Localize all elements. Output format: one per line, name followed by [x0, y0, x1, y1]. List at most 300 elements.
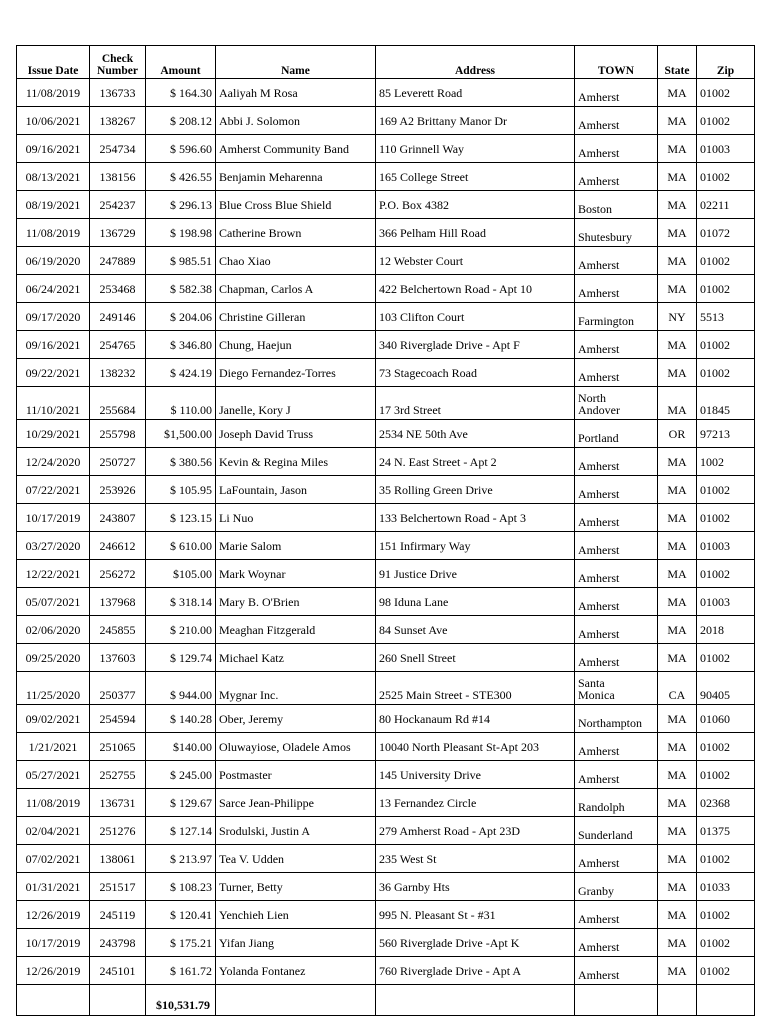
- amount-cell: $ 245.00: [146, 761, 216, 789]
- address-cell: 85 Leverett Road: [376, 79, 575, 107]
- issue-date-cell: 02/04/2021: [17, 817, 90, 845]
- state-cell: MA: [658, 79, 697, 107]
- header-zip: Zip: [697, 46, 755, 79]
- zip-cell: 02211: [697, 191, 755, 219]
- zip-cell: 01002: [697, 247, 755, 275]
- address-cell: 10040 North Pleasant St-Apt 203: [376, 733, 575, 761]
- check-number-cell: 251517: [90, 873, 146, 901]
- amount-cell: $ 129.74: [146, 644, 216, 672]
- issue-date-cell: 05/27/2021: [17, 761, 90, 789]
- amount-cell: $ 110.00: [146, 387, 216, 420]
- name-cell: Yifan Jiang: [216, 929, 376, 957]
- check-number-cell: 245101: [90, 957, 146, 985]
- name-cell: Janelle, Kory J: [216, 387, 376, 420]
- issue-date-cell: 09/17/2020: [17, 303, 90, 331]
- town-cell: Granby: [575, 873, 658, 901]
- town-cell: Amherst: [575, 957, 658, 985]
- town-cell: Amherst: [575, 247, 658, 275]
- zip-cell: 01002: [697, 957, 755, 985]
- name-cell: Turner, Betty: [216, 873, 376, 901]
- address-cell: 235 West St: [376, 845, 575, 873]
- state-cell: MA: [658, 191, 697, 219]
- check-number-cell: 247889: [90, 247, 146, 275]
- amount-cell: $140.00: [146, 733, 216, 761]
- name-cell: Sarce Jean-Philippe: [216, 789, 376, 817]
- town-line1: Santa: [578, 676, 605, 690]
- amount-cell: $ 127.14: [146, 817, 216, 845]
- zip-cell: 02368: [697, 789, 755, 817]
- table-row: [17, 247, 755, 275]
- town-cell: Amherst: [575, 504, 658, 532]
- address-cell: 103 Clifton Court: [376, 303, 575, 331]
- amount-cell: $ 108.23: [146, 873, 216, 901]
- table-row: [17, 420, 755, 448]
- town-cell: Sunderland: [575, 817, 658, 845]
- name-cell: Chapman, Carlos A: [216, 275, 376, 303]
- table-row: [17, 331, 755, 359]
- issue-date-cell: 09/22/2021: [17, 359, 90, 387]
- issue-date-cell: 07/22/2021: [17, 476, 90, 504]
- table-row: [17, 957, 755, 985]
- check-number-cell: 255798: [90, 420, 146, 448]
- town-cell: Boston: [575, 191, 658, 219]
- amount-cell: $ 105.95: [146, 476, 216, 504]
- address-cell: 2534 NE 50th Ave: [376, 420, 575, 448]
- state-cell: MA: [658, 873, 697, 901]
- town-cell: Amherst: [575, 135, 658, 163]
- town-cell: Amherst: [575, 901, 658, 929]
- address-cell: 12 Webster Court: [376, 247, 575, 275]
- address-cell: 98 Iduna Lane: [376, 588, 575, 616]
- name-cell: Ober, Jeremy: [216, 705, 376, 733]
- header-issue-date: Issue Date: [17, 46, 90, 79]
- name-cell: Mark Woynar: [216, 560, 376, 588]
- town-cell: Northampton: [575, 705, 658, 733]
- town-cell: Amherst: [575, 761, 658, 789]
- table-row: [17, 845, 755, 873]
- header-state: State: [658, 46, 697, 79]
- table-row: [17, 163, 755, 191]
- amount-cell: $ 346.80: [146, 331, 216, 359]
- state-cell: MA: [658, 616, 697, 644]
- check-number-cell: 254237: [90, 191, 146, 219]
- total-blank-check: [90, 985, 146, 1016]
- town-cell: Randolph: [575, 789, 658, 817]
- header-check-number: [90, 46, 146, 79]
- check-number-cell: 138267: [90, 107, 146, 135]
- address-cell: 35 Rolling Green Drive: [376, 476, 575, 504]
- table-row: [17, 532, 755, 560]
- check-number-cell: 252755: [90, 761, 146, 789]
- check-number-cell: 253926: [90, 476, 146, 504]
- amount-cell: $ 164.30: [146, 79, 216, 107]
- state-cell: MA: [658, 532, 697, 560]
- address-cell: 17 3rd Street: [376, 387, 575, 420]
- town-cell: [575, 387, 658, 420]
- total-blank-town: [575, 985, 658, 1016]
- name-cell: Oluwayiose, Oladele Amos: [216, 733, 376, 761]
- name-cell: Kevin & Regina Miles: [216, 448, 376, 476]
- check-number-cell: 136731: [90, 789, 146, 817]
- issue-date-cell: 03/27/2020: [17, 532, 90, 560]
- address-cell: 110 Grinnell Way: [376, 135, 575, 163]
- town-line2: Andover: [578, 403, 620, 417]
- amount-cell: $ 204.06: [146, 303, 216, 331]
- issue-date-cell: 09/16/2021: [17, 135, 90, 163]
- address-cell: 422 Belchertown Road - Apt 10: [376, 275, 575, 303]
- address-cell: 2525 Main Street - STE300: [376, 672, 575, 705]
- town-line1: North: [578, 391, 606, 405]
- name-cell: Abbi J. Solomon: [216, 107, 376, 135]
- amount-cell: $ 985.51: [146, 247, 216, 275]
- state-cell: MA: [658, 588, 697, 616]
- address-cell: 84 Sunset Ave: [376, 616, 575, 644]
- state-cell: CA: [658, 672, 697, 705]
- amount-cell: $ 610.00: [146, 532, 216, 560]
- name-cell: Michael Katz: [216, 644, 376, 672]
- check-number-cell: 250377: [90, 672, 146, 705]
- state-cell: MA: [658, 359, 697, 387]
- zip-cell: 2018: [697, 616, 755, 644]
- amount-cell: $ 175.21: [146, 929, 216, 957]
- state-cell: MA: [658, 560, 697, 588]
- amount-cell: $ 944.00: [146, 672, 216, 705]
- zip-cell: 01002: [697, 901, 755, 929]
- amount-cell: $ 296.13: [146, 191, 216, 219]
- table-row: [17, 504, 755, 532]
- zip-cell: 5513: [697, 303, 755, 331]
- town-cell: [575, 672, 658, 705]
- amount-cell: $ 198.98: [146, 219, 216, 247]
- check-number-cell: 251276: [90, 817, 146, 845]
- name-cell: Blue Cross Blue Shield: [216, 191, 376, 219]
- zip-cell: 01375: [697, 817, 755, 845]
- state-cell: MA: [658, 331, 697, 359]
- issue-date-cell: 05/07/2021: [17, 588, 90, 616]
- issue-date-cell: 12/26/2019: [17, 901, 90, 929]
- address-cell: 560 Riverglade Drive -Apt K: [376, 929, 575, 957]
- zip-cell: 1002: [697, 448, 755, 476]
- town-cell: Amherst: [575, 331, 658, 359]
- check-number-cell: 138061: [90, 845, 146, 873]
- table-row: [17, 761, 755, 789]
- town-cell: Amherst: [575, 359, 658, 387]
- address-cell: 24 N. East Street - Apt 2: [376, 448, 575, 476]
- table-row: [17, 219, 755, 247]
- header-address: Address: [376, 46, 575, 79]
- name-cell: Amherst Community Band: [216, 135, 376, 163]
- table-row: [17, 873, 755, 901]
- zip-cell: 01033: [697, 873, 755, 901]
- town-cell: Amherst: [575, 107, 658, 135]
- zip-cell: 01072: [697, 219, 755, 247]
- issue-date-cell: 11/08/2019: [17, 789, 90, 817]
- address-cell: 80 Hockanaum Rd #14: [376, 705, 575, 733]
- table-row: [17, 476, 755, 504]
- header-name: Name: [216, 46, 376, 79]
- zip-cell: 01002: [697, 79, 755, 107]
- state-cell: MA: [658, 448, 697, 476]
- address-cell: 36 Garnby Hts: [376, 873, 575, 901]
- zip-cell: 01002: [697, 761, 755, 789]
- state-cell: MA: [658, 476, 697, 504]
- state-cell: MA: [658, 107, 697, 135]
- town-cell: Amherst: [575, 845, 658, 873]
- table-row: [17, 901, 755, 929]
- address-cell: 13 Fernandez Circle: [376, 789, 575, 817]
- name-cell: Meaghan Fitzgerald: [216, 616, 376, 644]
- name-cell: Diego Fernandez-Torres: [216, 359, 376, 387]
- town-cell: Amherst: [575, 929, 658, 957]
- check-number-cell: 250727: [90, 448, 146, 476]
- issue-date-cell: 11/10/2021: [17, 387, 90, 420]
- name-cell: Chung, Haejun: [216, 331, 376, 359]
- check-number-cell: 246612: [90, 532, 146, 560]
- check-number-cell: 251065: [90, 733, 146, 761]
- issue-date-cell: 10/29/2021: [17, 420, 90, 448]
- state-cell: MA: [658, 901, 697, 929]
- town-cell: Amherst: [575, 644, 658, 672]
- table-row: [17, 672, 755, 705]
- zip-cell: 01002: [697, 929, 755, 957]
- table-row: [17, 191, 755, 219]
- amount-cell: $ 213.97: [146, 845, 216, 873]
- check-number-cell: 137968: [90, 588, 146, 616]
- town-cell: Amherst: [575, 275, 658, 303]
- zip-cell: 01003: [697, 588, 755, 616]
- name-cell: Mygnar Inc.: [216, 672, 376, 705]
- state-cell: MA: [658, 845, 697, 873]
- state-cell: MA: [658, 957, 697, 985]
- header-amount: Amount: [146, 46, 216, 79]
- town-cell: Farmington: [575, 303, 658, 331]
- issue-date-cell: 11/25/2020: [17, 672, 90, 705]
- check-number-cell: 243798: [90, 929, 146, 957]
- issue-date-cell: 10/06/2021: [17, 107, 90, 135]
- town-cell: Amherst: [575, 79, 658, 107]
- check-number-cell: 254594: [90, 705, 146, 733]
- table-row: [17, 644, 755, 672]
- issue-date-cell: 1/21/2021: [17, 733, 90, 761]
- check-number-cell: 256272: [90, 560, 146, 588]
- total-row: [17, 985, 755, 1016]
- amount-cell: $ 596.60: [146, 135, 216, 163]
- issue-date-cell: 10/17/2019: [17, 504, 90, 532]
- issue-date-cell: 11/08/2019: [17, 219, 90, 247]
- amount-cell: $1,500.00: [146, 420, 216, 448]
- name-cell: Benjamin Meharenna: [216, 163, 376, 191]
- name-cell: Marie Salom: [216, 532, 376, 560]
- check-number-cell: 254734: [90, 135, 146, 163]
- table-row: [17, 817, 755, 845]
- check-number-cell: 253468: [90, 275, 146, 303]
- table-row: [17, 588, 755, 616]
- total-blank-name: [216, 985, 376, 1016]
- address-cell: 279 Amherst Road - Apt 23D: [376, 817, 575, 845]
- address-cell: 340 Riverglade Drive - Apt F: [376, 331, 575, 359]
- state-cell: MA: [658, 644, 697, 672]
- state-cell: MA: [658, 163, 697, 191]
- address-cell: 760 Riverglade Drive - Apt A: [376, 957, 575, 985]
- name-cell: Mary B. O'Brien: [216, 588, 376, 616]
- amount-cell: $ 129.67: [146, 789, 216, 817]
- address-cell: P.O. Box 4382: [376, 191, 575, 219]
- issue-date-cell: 02/06/2020: [17, 616, 90, 644]
- total-blank-date: [17, 985, 90, 1016]
- name-cell: Postmaster: [216, 761, 376, 789]
- address-cell: 151 Infirmary Way: [376, 532, 575, 560]
- state-cell: MA: [658, 275, 697, 303]
- address-cell: 145 University Drive: [376, 761, 575, 789]
- name-cell: Chao Xiao: [216, 247, 376, 275]
- amount-cell: $ 318.14: [146, 588, 216, 616]
- address-cell: 165 College Street: [376, 163, 575, 191]
- zip-cell: 01002: [697, 504, 755, 532]
- amount-cell: $ 426.55: [146, 163, 216, 191]
- total-blank-zip: [697, 985, 755, 1016]
- check-number-cell: 245119: [90, 901, 146, 929]
- name-cell: Christine Gilleran: [216, 303, 376, 331]
- table-row: [17, 79, 755, 107]
- town-cell: Amherst: [575, 733, 658, 761]
- town-line2: Monica: [578, 688, 615, 702]
- issue-date-cell: 08/13/2021: [17, 163, 90, 191]
- zip-cell: 01003: [697, 532, 755, 560]
- check-number-cell: 254765: [90, 331, 146, 359]
- town-cell: Amherst: [575, 476, 658, 504]
- header-check-line2: Number: [97, 65, 138, 77]
- table-row: [17, 359, 755, 387]
- name-cell: Aaliyah M Rosa: [216, 79, 376, 107]
- address-cell: 73 Stagecoach Road: [376, 359, 575, 387]
- name-cell: LaFountain, Jason: [216, 476, 376, 504]
- table-row: [17, 616, 755, 644]
- address-cell: 91 Justice Drive: [376, 560, 575, 588]
- address-cell: 366 Pelham Hill Road: [376, 219, 575, 247]
- issue-date-cell: 09/25/2020: [17, 644, 90, 672]
- amount-cell: $ 210.00: [146, 616, 216, 644]
- table-row: [17, 929, 755, 957]
- state-cell: MA: [658, 733, 697, 761]
- issue-date-cell: 01/31/2021: [17, 873, 90, 901]
- check-register-table: [16, 45, 755, 1016]
- state-cell: MA: [658, 247, 697, 275]
- amount-cell: $ 161.72: [146, 957, 216, 985]
- town-cell: Amherst: [575, 532, 658, 560]
- header-row: [17, 46, 755, 79]
- address-cell: 995 N. Pleasant St - #31: [376, 901, 575, 929]
- zip-cell: 01060: [697, 705, 755, 733]
- check-number-cell: 245855: [90, 616, 146, 644]
- town-cell: Amherst: [575, 448, 658, 476]
- town-cell: Amherst: [575, 616, 658, 644]
- zip-cell: 01003: [697, 135, 755, 163]
- amount-cell: $ 140.28: [146, 705, 216, 733]
- zip-cell: 01002: [697, 560, 755, 588]
- state-cell: MA: [658, 817, 697, 845]
- zip-cell: 01002: [697, 733, 755, 761]
- check-number-cell: 243807: [90, 504, 146, 532]
- state-cell: NY: [658, 303, 697, 331]
- check-number-cell: 249146: [90, 303, 146, 331]
- zip-cell: 01002: [697, 107, 755, 135]
- name-cell: Joseph David Truss: [216, 420, 376, 448]
- issue-date-cell: 08/19/2021: [17, 191, 90, 219]
- check-number-cell: 136729: [90, 219, 146, 247]
- issue-date-cell: 11/08/2019: [17, 79, 90, 107]
- state-cell: MA: [658, 135, 697, 163]
- table-row: [17, 733, 755, 761]
- header-check-line1: Check: [101, 53, 134, 65]
- amount-cell: $ 380.56: [146, 448, 216, 476]
- table-row: [17, 705, 755, 733]
- town-cell: Amherst: [575, 163, 658, 191]
- zip-cell: 97213: [697, 420, 755, 448]
- zip-cell: 01002: [697, 476, 755, 504]
- state-cell: MA: [658, 219, 697, 247]
- check-number-cell: 138232: [90, 359, 146, 387]
- name-cell: Yolanda Fontanez: [216, 957, 376, 985]
- zip-cell: 01002: [697, 359, 755, 387]
- state-cell: MA: [658, 929, 697, 957]
- state-cell: MA: [658, 705, 697, 733]
- amount-cell: $ 120.41: [146, 901, 216, 929]
- zip-cell: 01002: [697, 644, 755, 672]
- table-row: [17, 789, 755, 817]
- table-row: [17, 448, 755, 476]
- town-cell: Amherst: [575, 560, 658, 588]
- header-town: TOWN: [575, 46, 658, 79]
- amount-cell: $ 424.19: [146, 359, 216, 387]
- table-row: [17, 135, 755, 163]
- amount-cell: $ 208.12: [146, 107, 216, 135]
- state-cell: MA: [658, 504, 697, 532]
- name-cell: Catherine Brown: [216, 219, 376, 247]
- zip-cell: 01002: [697, 163, 755, 191]
- check-number-cell: 136733: [90, 79, 146, 107]
- zip-cell: 01845: [697, 387, 755, 420]
- address-cell: 133 Belchertown Road - Apt 3: [376, 504, 575, 532]
- name-cell: Srodulski, Justin A: [216, 817, 376, 845]
- issue-date-cell: 10/17/2019: [17, 929, 90, 957]
- total-blank-address: [376, 985, 575, 1016]
- name-cell: Li Nuo: [216, 504, 376, 532]
- state-cell: MA: [658, 789, 697, 817]
- zip-cell: 01002: [697, 275, 755, 303]
- address-cell: 169 A2 Brittany Manor Dr: [376, 107, 575, 135]
- table-row: [17, 275, 755, 303]
- total-blank-state: [658, 985, 697, 1016]
- table-row: [17, 560, 755, 588]
- table-row: [17, 107, 755, 135]
- total-amount: $10,531.79: [146, 985, 216, 1016]
- issue-date-cell: 12/24/2020: [17, 448, 90, 476]
- issue-date-cell: 09/02/2021: [17, 705, 90, 733]
- check-number-cell: 137603: [90, 644, 146, 672]
- issue-date-cell: 07/02/2021: [17, 845, 90, 873]
- name-cell: Yenchieh Lien: [216, 901, 376, 929]
- issue-date-cell: 06/24/2021: [17, 275, 90, 303]
- check-number-cell: 255684: [90, 387, 146, 420]
- state-cell: OR: [658, 420, 697, 448]
- table-row: [17, 303, 755, 331]
- issue-date-cell: 12/22/2021: [17, 560, 90, 588]
- zip-cell: 90405: [697, 672, 755, 705]
- zip-cell: 01002: [697, 331, 755, 359]
- amount-cell: $ 123.15: [146, 504, 216, 532]
- check-number-cell: 138156: [90, 163, 146, 191]
- zip-cell: 01002: [697, 845, 755, 873]
